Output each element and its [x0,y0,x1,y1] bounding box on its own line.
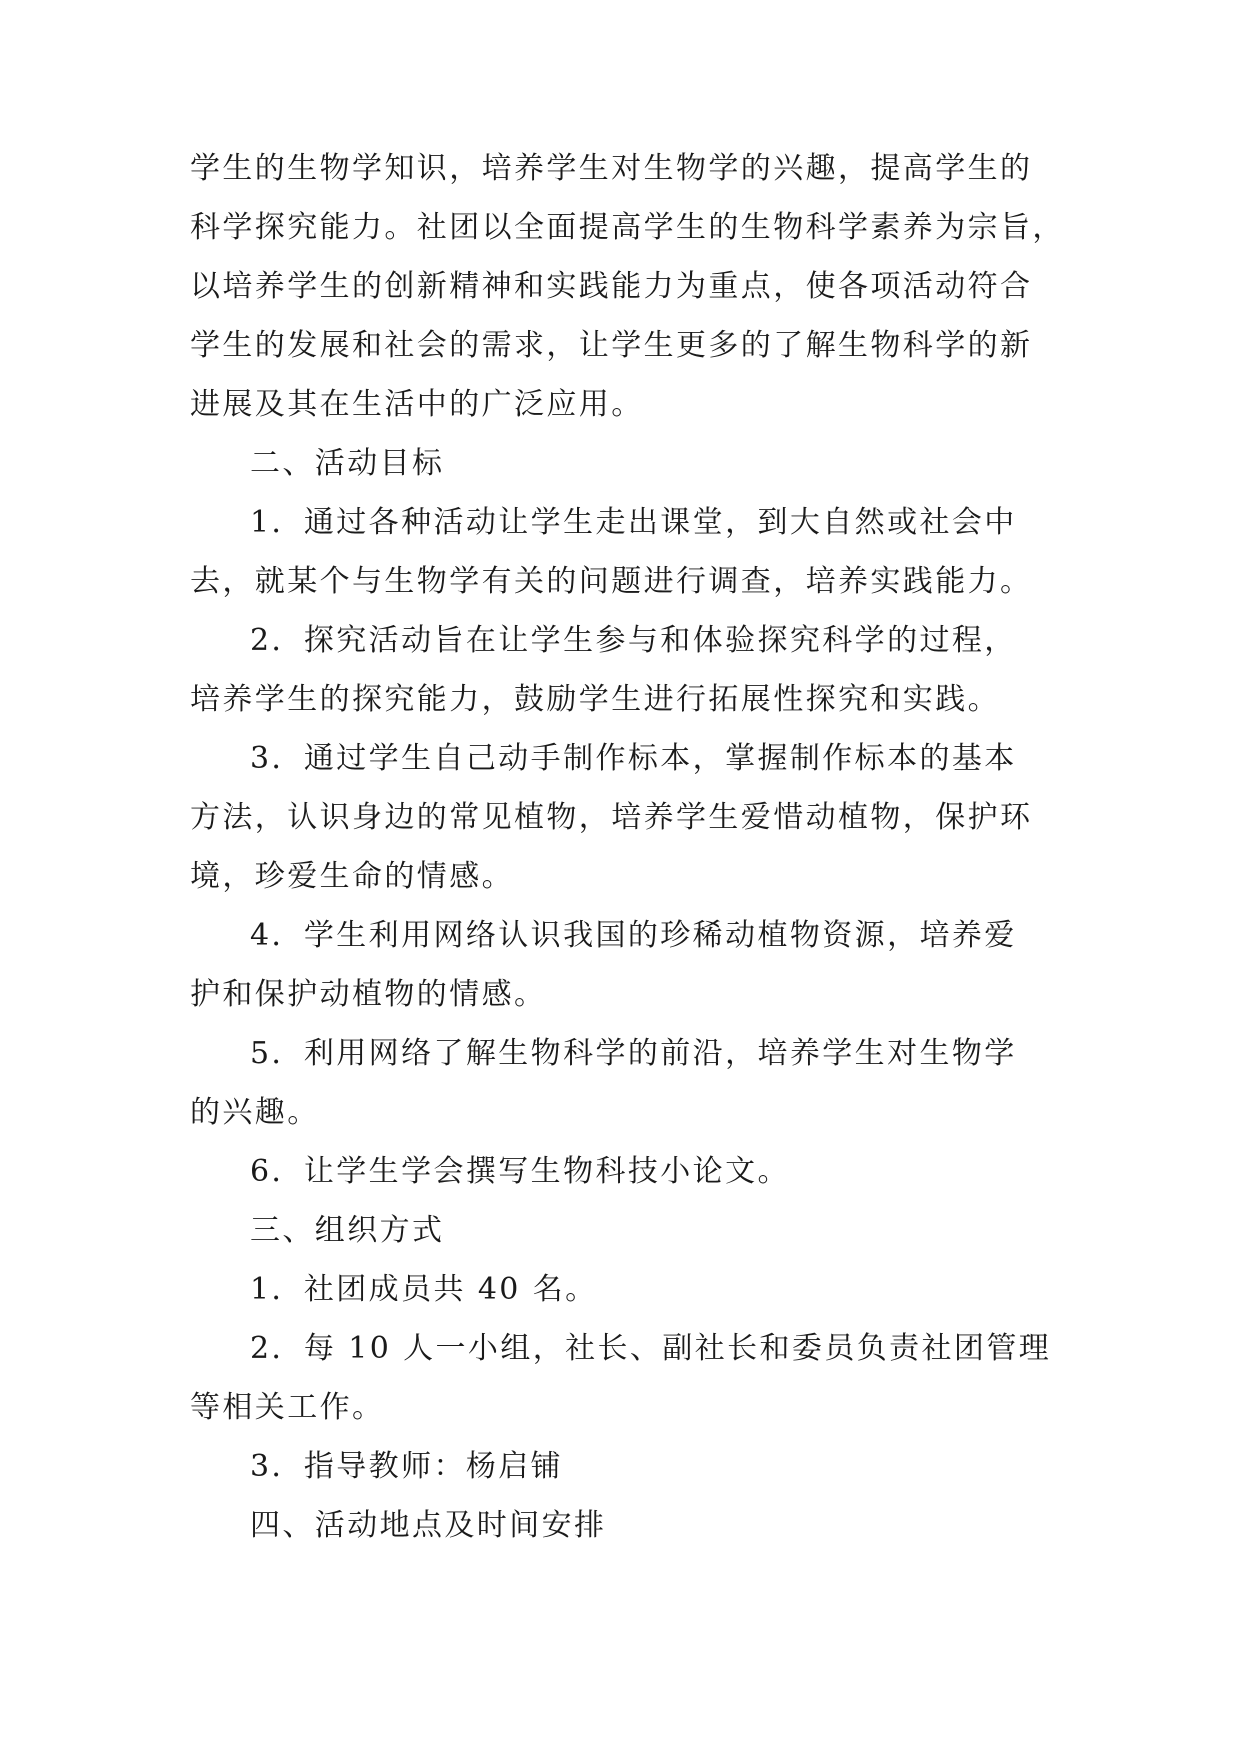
list-item-text: 护和保护动植物的情感。 [190,977,547,1012]
body-text-line: 科学探究能力。社团以全面提高学生的生物科学素养为宗旨， [190,210,1065,245]
list-item-text: 3．指导教师：杨启铺 [250,1449,564,1484]
list-item-text: 培养学生的探究能力，鼓励学生进行拓展性探究和实践。 [190,682,1000,717]
list-item-text: 5．利用网络了解生物科学的前沿，培养学生对生物学 [250,1036,1017,1071]
body-text-line: 学生的发展和社会的需求，让学生更多的了解生物科学的新 [190,328,1033,363]
section-heading: 四、活动地点及时间安排 [250,1508,607,1543]
list-item-text: 等相关工作。 [190,1390,385,1425]
list-item-text: 6．让学生学会撰写生物科技小论文。 [250,1154,790,1189]
list-item-text: 去，就某个与生物学有关的问题进行调查，培养实践能力。 [190,564,1033,599]
body-text-line: 进展及其在生活中的广泛应用。 [190,387,644,422]
list-item-text: 3．通过学生自己动手制作标本，掌握制作标本的基本 [250,741,1017,776]
list-item-text: 2．每 10 人一小组，社长、副社长和委员负责社团管理 [250,1331,1052,1366]
section-heading: 二、活动目标 [250,446,445,481]
list-item-text: 的兴趣。 [190,1095,320,1130]
list-item-text: 4．学生利用网络认识我国的珍稀动植物资源，培养爱 [250,918,1017,953]
list-item-text: 1．社团成员共 40 名。 [250,1272,598,1307]
body-text-line: 学生的生物学知识，培养学生对生物学的兴趣，提高学生的 [190,151,1033,186]
section-heading: 三、组织方式 [250,1213,445,1248]
list-item-text: 境，珍爱生命的情感。 [190,859,514,894]
list-item-text: 1．通过各种活动让学生走出课堂，到大自然或社会中 [250,505,1017,540]
list-item-text: 2．探究活动旨在让学生参与和体验探究科学的过程， [250,623,1017,658]
body-text-line: 以培养学生的创新精神和实践能力为重点，使各项活动符合 [190,269,1033,304]
list-item-text: 方法，认识身边的常见植物，培养学生爱惜动植物，保护环 [190,800,1033,835]
